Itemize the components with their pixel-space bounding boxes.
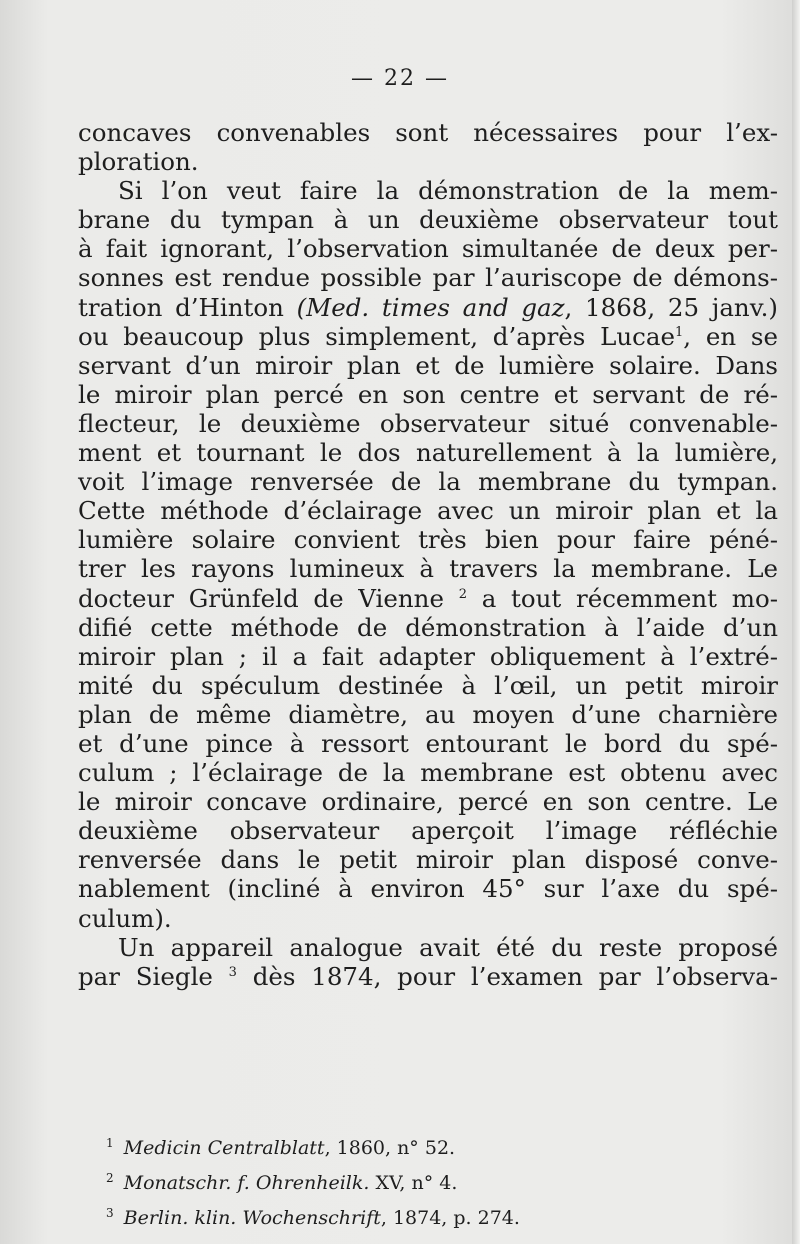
text-line: ploration. (78, 147, 199, 177)
text-line: nablement (incliné à environ 45° sur l’axe du spé- (78, 874, 778, 904)
text-line: et d’une pince à ressort entourant le bord du spé- (78, 728, 778, 758)
text-line: Un appareil analogue avait été du reste proposé (118, 932, 778, 962)
footnotes (106, 1128, 706, 1233)
text-line: le miroir plan percé en son centre et servant de ré- (78, 379, 778, 409)
footnote-detail: XV, n° 4. (369, 1172, 458, 1194)
text-line (78, 584, 778, 613)
text-line: sonnes est rendue possible par l’auriscope de démons- (78, 263, 778, 293)
line-text: docteur Grünfeld de Vienne (78, 583, 459, 613)
text-line: ment et tournant le dos naturellement à la lumière, (78, 438, 778, 468)
line-text: , en se (683, 321, 778, 351)
text-line: culum). (78, 903, 172, 933)
footnote (106, 1163, 706, 1198)
text-line: lumière solaire convient très bien pour faire péné- (78, 525, 778, 555)
footnote-ref: 3 (228, 964, 237, 980)
text-line: à fait ignorant, l’observation simultanée de deux per- (78, 234, 778, 264)
footnote-detail: , 1860, n° 52. (324, 1137, 456, 1159)
footnote-source: Monatschr. f. Ohrenheilk. (123, 1172, 370, 1194)
page-edge (792, 0, 800, 1244)
text-line: le miroir concave ordinaire, percé en son centre. Le (78, 787, 778, 817)
footnote (106, 1198, 706, 1233)
footnote-ref: 2 (458, 586, 467, 602)
text-line: renversée dans le petit miroir plan disposé conve- (78, 845, 778, 875)
citation-italic: (Med. times and gaz (296, 292, 565, 322)
text-line (78, 962, 778, 991)
text-line: trer les rayons lumineux à travers la membrane. Le (78, 554, 778, 584)
footnote-source: Medicin Centralblatt (123, 1137, 325, 1159)
text-line: culum ; l’éclairage de la membrane est obtenu avec (78, 758, 778, 788)
footnote-mark: 2 (106, 1171, 114, 1185)
line-text: dès 1874, pour l’examen par l’observa- (236, 961, 778, 991)
text-line: servant d’un miroir plan et de lumière solaire. Dans (78, 350, 778, 380)
text-line (78, 293, 778, 322)
line-text: a tout récemment mo- (466, 583, 778, 613)
body-text (78, 118, 778, 991)
footnote (106, 1128, 706, 1163)
line-text: tration d’Hinton (78, 292, 297, 322)
page-number: — 22 — (351, 66, 449, 91)
footnote-mark: 3 (106, 1206, 114, 1220)
text-line (78, 322, 778, 351)
text-line: mité du spéculum destinée à l’œil, un petit miroir (78, 670, 778, 700)
text-line: Si l’on veut faire la démonstration de la mem- (118, 176, 778, 206)
footnote-detail: , 1874, p. 274. (380, 1207, 520, 1229)
text-line: Cette méthode d’éclairage avec un miroir plan et la (78, 496, 778, 526)
text-line: brane du tympan à un deuxième observateur tout (78, 205, 778, 235)
text-line: voit l’image renversée de la membrane du tympan. (78, 467, 778, 497)
text-line: deuxième observateur aperçoit l’image réfléchie (78, 816, 778, 846)
text-line: miroir plan ; il a fait adapter obliquement à l’extré- (78, 641, 778, 671)
text-line: concaves convenables sont nécessaires pour l’ex- (78, 118, 778, 147)
footnote-source: Berlin. klin. Wochenschrift (123, 1207, 381, 1229)
footnote-ref: 1 (675, 324, 684, 340)
footnote-mark: 1 (106, 1136, 114, 1150)
text-line: flecteur, le deuxième observateur situé convenable- (78, 408, 778, 438)
line-text: , 1868, 25 janv.) (564, 292, 778, 322)
line-text: par Siegle (78, 961, 229, 991)
line-text: ou beaucoup plus simplement, d’après Lucae (78, 321, 676, 351)
text-line: difié cette méthode de démonstration à l’aide d’un (78, 612, 778, 642)
text-line: plan de même diamètre, au moyen d’une charnière (78, 699, 778, 729)
